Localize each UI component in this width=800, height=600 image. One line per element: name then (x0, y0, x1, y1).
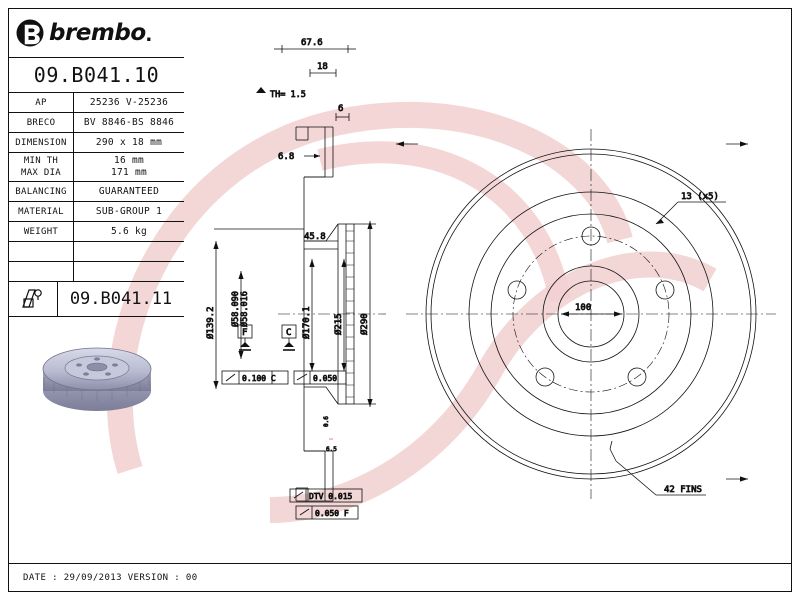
th-note-label: TH= 1.5 (270, 90, 306, 100)
spec-value: SUB-GROUP 1 (95, 206, 163, 217)
fin-indicator (610, 441, 612, 449)
spec-row-breco (9, 113, 184, 133)
footer-date-bar (9, 563, 791, 592)
part-number-secondary (9, 282, 184, 317)
spec-key: BALANCING (9, 182, 74, 201)
dim-inner-label: 45.8 (304, 232, 326, 242)
dim-d139-label: Ø139.2 (206, 306, 216, 339)
spec-key (9, 153, 74, 181)
brand-dot: . (145, 19, 153, 46)
spec-row-material (9, 202, 184, 222)
fcf-flat-value: 0.050 (313, 374, 338, 383)
dim-d290-label: Ø290 (360, 313, 370, 335)
spec-key: BRECO (9, 113, 74, 132)
brembo-b-logo-icon (15, 18, 45, 48)
spec-key-max-dia: MAX DIA (20, 168, 62, 178)
part-number-primary-text: 09.B041.10 (33, 63, 160, 87)
spec-key: WEIGHT (9, 222, 74, 241)
spec-value: GUARANTEED (98, 186, 160, 197)
technical-drawing (186, 9, 791, 563)
dim-d58-016-label: Ø58.016 (240, 291, 250, 327)
spec-key (9, 262, 74, 281)
info-block (9, 9, 184, 429)
spec-key-min-th: MIN TH (23, 156, 59, 166)
spec-key: AP (9, 93, 74, 112)
fcf-dtv-value: DTV 0.015 (309, 492, 353, 501)
part-number-primary (9, 58, 184, 93)
datum-c-label: C (286, 328, 292, 338)
spec-key (9, 242, 74, 261)
coated-disc-icon (9, 282, 58, 316)
spec-value-max-dia: 171 mm (110, 167, 148, 178)
dim-hat-face-label: 6.8 (278, 152, 295, 162)
vane-marker-label: 6.5 (326, 446, 337, 453)
dim-d170-label: Ø170.1 (302, 306, 312, 339)
spec-value (74, 242, 184, 261)
datum-f-label: F (242, 328, 248, 338)
spec-row-blank-2 (9, 262, 184, 282)
fcf-flat-f-value: 0.050 F (315, 509, 349, 518)
dim-vane-thickness-label: 6 (338, 104, 344, 114)
th-note-arrow (256, 87, 266, 93)
dim-overall-width-label: 67.6 (301, 38, 323, 48)
fins-callout-label: 42 FINS (664, 485, 702, 495)
dim-hat-depth-label: 18 (317, 62, 328, 72)
spec-value-min-th: 16 mm (113, 155, 145, 166)
spec-row-ap (9, 93, 184, 113)
footer-date-text: DATE : 29/09/2013 VERSION : 00 (23, 573, 198, 583)
spec-row-balancing (9, 182, 184, 202)
spec-value (74, 262, 184, 281)
fcf-parallel-value: 0.100 C (242, 374, 276, 383)
spec-key: DIMENSION (9, 133, 74, 152)
part-number-secondary-text: 09.B041.11 (69, 289, 173, 309)
projection-arrows (396, 133, 748, 482)
spec-row-weight (9, 222, 184, 242)
spec-value: 5.6 kg (110, 226, 148, 237)
spec-value: BV 8846-BS 8846 (83, 117, 175, 128)
disc-photo (9, 317, 184, 429)
spec-key: MATERIAL (9, 202, 74, 221)
spec-row-dimension (9, 133, 184, 153)
brand-logo (9, 9, 184, 58)
spec-value: 290 x 18 mm (95, 137, 163, 148)
spec-value (74, 153, 184, 181)
pcd-dim (561, 311, 637, 316)
spec-row-thickness-diameter (9, 153, 184, 182)
pcd-label: 100 (575, 303, 592, 313)
bolt-hole-callout-label: 13 (x5) (681, 192, 719, 202)
brand-name: brembo (49, 20, 146, 46)
spec-row-blank-1 (9, 242, 184, 262)
spec-value: 25236 V-25236 (89, 97, 169, 108)
dim-d215-label: Ø215 (334, 313, 344, 335)
dim-vane-thickness (336, 113, 349, 121)
dim-d58-090-label: Ø58.090 (231, 291, 241, 327)
vane-marker-label-2: 0.6 (323, 416, 330, 427)
